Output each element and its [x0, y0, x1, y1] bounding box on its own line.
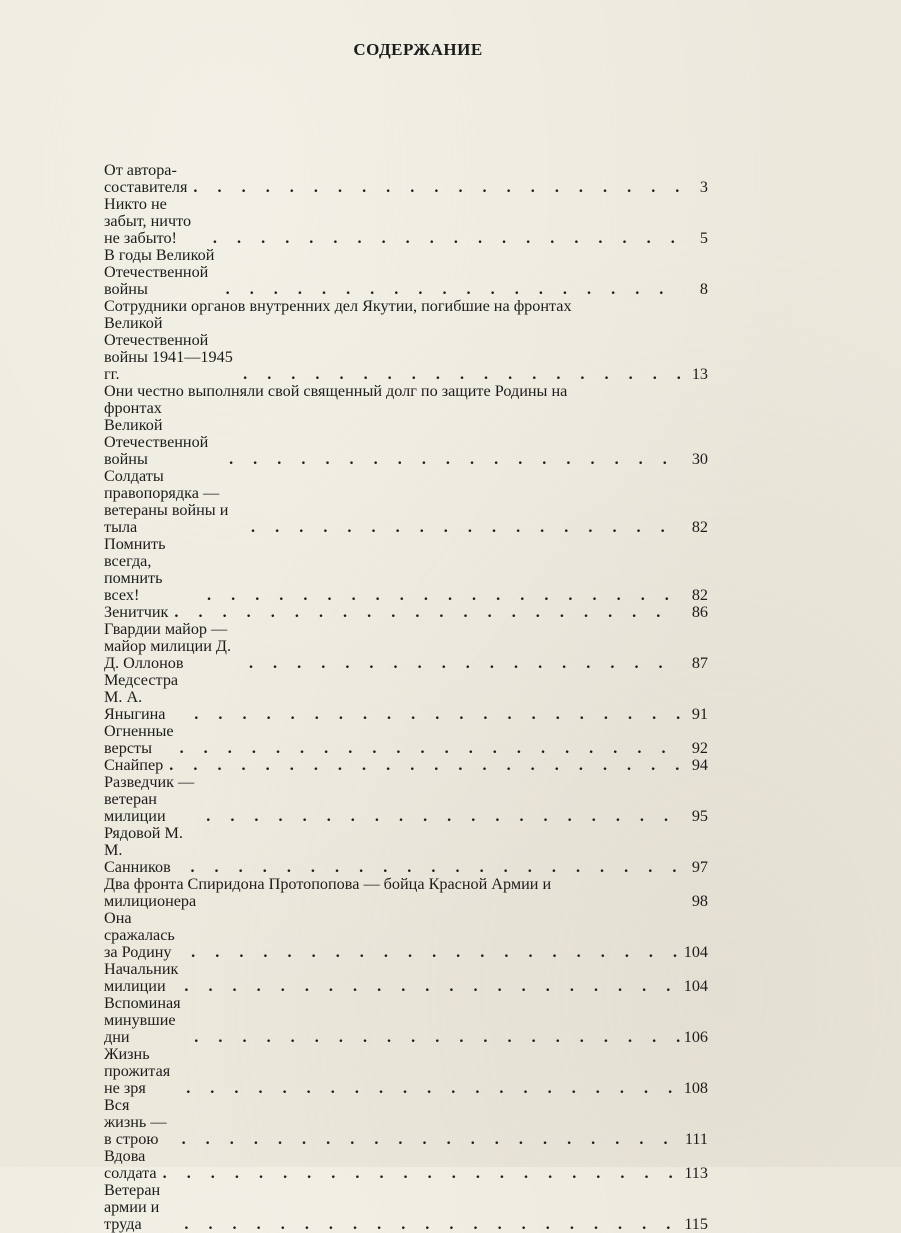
dot-leader — [188, 1029, 680, 1046]
toc-entry-title: В годы Великой Отечественной войны — [104, 246, 215, 298]
toc-entry — [104, 247, 708, 298]
toc-entry-title: Снайпер — [104, 756, 164, 774]
toc-entry-title: Огненные версты — [104, 722, 174, 757]
toc-entry — [104, 621, 708, 672]
toc-entry-title-line: Великой Отечественной войны 1941—1945 гг. — [104, 314, 233, 383]
toc-entry — [104, 1046, 708, 1097]
toc-entry-page: 97 — [691, 858, 708, 876]
toc-entry — [104, 1148, 708, 1182]
toc-entry-page: 94 — [691, 756, 708, 774]
dot-leader — [168, 604, 680, 621]
toc-entry-page: 82 — [691, 518, 708, 536]
dot-leader — [245, 519, 680, 536]
toc-entry — [104, 536, 708, 604]
toc-entry-page: 5 — [699, 229, 708, 247]
dot-leader — [220, 281, 680, 298]
toc-entry-page: 91 — [691, 705, 708, 723]
toc-entry-page: 86 — [691, 603, 708, 621]
dot-leader — [207, 230, 680, 247]
toc-entry-page: 82 — [691, 586, 708, 604]
dot-leader — [243, 655, 680, 672]
toc-entry — [104, 910, 708, 961]
dot-leader — [185, 944, 680, 961]
dot-leader — [176, 1131, 680, 1148]
dot-leader — [174, 740, 680, 757]
toc-entry-title: Никто не забыт, ничто не забыто! — [104, 195, 192, 247]
toc-entry-page: 98 — [691, 892, 708, 910]
toc-entry-page: 113 — [684, 1164, 708, 1182]
toc-entry — [104, 383, 708, 468]
toc-entry-title-line: Два фронта Спиридона Протопопова — бойца Красной Армии и — [104, 875, 552, 893]
toc-entry-page: 108 — [683, 1079, 708, 1097]
toc-entry-title-line: милиционера — [104, 892, 197, 910]
toc-entry-page: 106 — [683, 1028, 708, 1046]
toc-entry-title: Медсестра М. А. Яныгина — [104, 671, 179, 723]
toc-entry-title: Вся жизнь — в строю — [104, 1096, 167, 1148]
toc-entry-page: 3 — [699, 178, 708, 196]
toc-entry-page: 104 — [683, 943, 708, 961]
dot-leader — [157, 1165, 680, 1182]
toc-entry-title: Начальник милиции — [104, 960, 179, 995]
table-of-contents — [104, 162, 708, 1233]
toc-entry-page: 87 — [691, 654, 708, 672]
toc-entry-title: Ветеран армии и труда — [104, 1181, 161, 1233]
toc-entry — [104, 604, 708, 621]
toc-entry-page: 30 — [691, 450, 708, 468]
toc-entry — [104, 723, 708, 757]
toc-entry — [104, 876, 708, 910]
toc-entry-title: Вдова солдата — [104, 1147, 157, 1182]
toc-entry — [104, 1182, 708, 1233]
toc-entry — [104, 672, 708, 723]
toc-entry-page: 13 — [691, 365, 708, 383]
dot-leader — [178, 978, 680, 995]
toc-entry — [104, 298, 708, 383]
toc-entry — [104, 825, 708, 876]
dot-leader — [187, 179, 680, 196]
toc-entry — [104, 196, 708, 247]
toc-entry-page: 104 — [683, 977, 708, 995]
toc-entry — [104, 468, 708, 536]
toc-entry-title: Рядовой М. М. Санников — [104, 824, 183, 876]
dot-leader — [184, 859, 680, 876]
toc-entry-page: 111 — [684, 1130, 708, 1148]
dot-leader — [223, 451, 680, 468]
toc-entry-page: 115 — [684, 1215, 708, 1233]
toc-entry-title: Гвардии майор — майор милиции Д. Д. Оллонов — [104, 620, 231, 672]
dot-leader — [180, 1080, 680, 1097]
dot-leader — [188, 706, 680, 723]
toc-entry-title-line: Сотрудники органов внутренних дел Якутии, погибшие на фронтах — [104, 297, 572, 315]
toc-entry-title: Зенитчик — [104, 603, 169, 621]
toc-entry-title: Помнить всегда, помнить всех! — [104, 535, 166, 604]
toc-entry — [104, 1097, 708, 1148]
toc-entry — [104, 961, 708, 995]
toc-entry-page: 92 — [691, 739, 708, 757]
dot-leader — [237, 366, 680, 383]
toc-entry-title: От автора-составителя — [104, 161, 188, 196]
dot-leader — [163, 757, 680, 774]
toc-entry-title: Вспоминая минувшие дни — [104, 994, 181, 1046]
toc-entry-page: 95 — [691, 807, 708, 825]
toc-entry-title: Жизнь прожитая не зря — [104, 1045, 171, 1097]
toc-entry-title: Она сражалась за Родину — [104, 909, 175, 961]
dot-leader — [200, 808, 680, 825]
toc-entry — [104, 774, 708, 825]
toc-entry — [104, 757, 708, 774]
toc-entry-title: Разведчик — ветеран милиции — [104, 773, 195, 825]
toc-entry-title-line: фронтах Великой Отечественной войны — [104, 399, 209, 468]
toc-entry-page: 8 — [699, 280, 708, 298]
page-title: СОДЕРЖАНИЕ — [353, 40, 483, 59]
dot-leader — [178, 1216, 680, 1233]
toc-entry — [104, 162, 708, 196]
toc-entry-title: Солдаты правопорядка — ветераны войны и тыла — [104, 467, 229, 536]
toc-entry — [104, 995, 708, 1046]
dot-leader — [201, 587, 680, 604]
toc-entry-title-line: Они честно выполняли свой священный долг по защите Родины на — [104, 382, 568, 400]
